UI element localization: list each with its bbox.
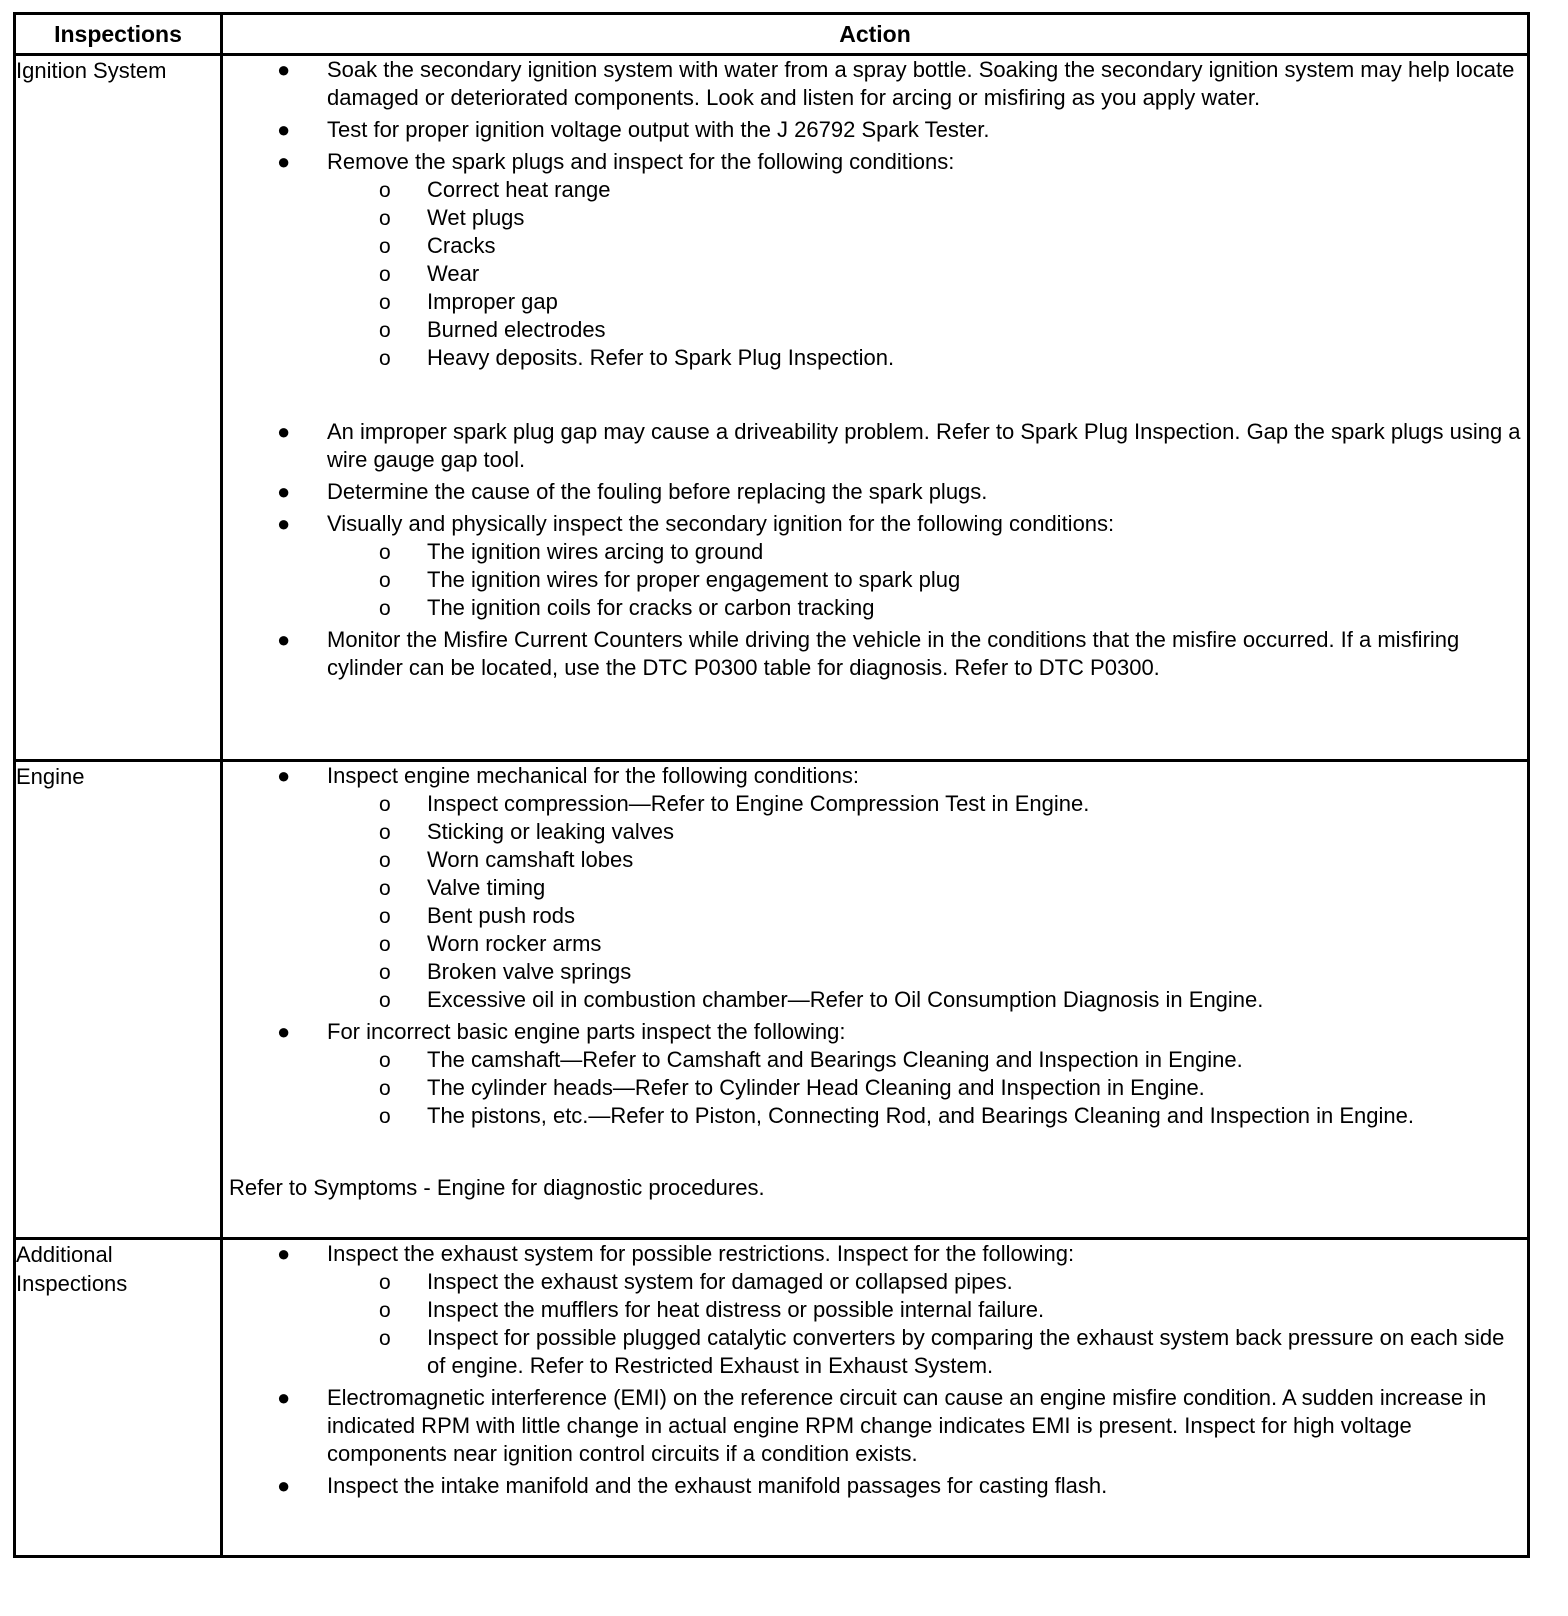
table-row <box>15 55 1529 761</box>
sub-list-item-text: Worn camshaft lobes <box>427 847 634 872</box>
list-item <box>223 626 1527 682</box>
inspection-label: Engine <box>15 761 222 1239</box>
sub-list <box>327 1268 1527 1380</box>
engine-note: Refer to Symptoms - Engine for diagnostic procedures. <box>229 1175 765 1200</box>
list-item-text: Inspect engine mechanical for the following conditions: <box>327 763 859 788</box>
list-item <box>223 148 1527 372</box>
list-item-text: Inspect the intake manifold and the exhaust manifold passages for casting flash. <box>327 1473 1108 1498</box>
sub-list-item <box>327 1102 1527 1130</box>
circle-bullet-icon: o <box>379 347 391 370</box>
circle-bullet-icon: o <box>379 1271 391 1294</box>
sub-list-item <box>327 930 1527 958</box>
list-item-text: Electromagnetic interference (EMI) on the reference circuit can cause an engine misfire condition. A sudden increase in indicated RPM with little change in actual engine RPM change indicates EMI is present. Inspect for high voltage components near ignition control circuits if a condition exists. <box>327 1385 1487 1466</box>
sub-list-item-text: Burned electrodes <box>427 317 606 342</box>
bullet-icon: ● <box>277 57 291 82</box>
bullet-icon: ● <box>277 1385 291 1410</box>
sub-list-item <box>327 1046 1527 1074</box>
circle-bullet-icon: o <box>379 1049 391 1072</box>
circle-bullet-icon: o <box>379 905 391 928</box>
circle-bullet-icon: o <box>379 1105 391 1128</box>
sub-list-item <box>327 790 1527 818</box>
sub-list-item-text: The ignition coils for cracks or carbon tracking <box>427 595 875 620</box>
sub-list-item-text: Broken valve springs <box>427 959 632 984</box>
sub-list-item <box>327 176 1527 204</box>
circle-bullet-icon: o <box>379 849 391 872</box>
list-item <box>223 1240 1527 1380</box>
action-header: Action <box>222 14 1529 55</box>
sub-list-item <box>327 566 1527 594</box>
circle-bullet-icon: o <box>379 319 391 342</box>
sub-list-item <box>327 288 1527 316</box>
sub-list-item-text: Improper gap <box>427 289 558 314</box>
sub-list-item <box>327 1074 1527 1102</box>
spacer <box>223 376 1527 418</box>
list-item-text: Test for proper ignition voltage output with the J 26792 Spark Tester. <box>327 117 990 142</box>
bullet-icon: ● <box>277 149 291 174</box>
list-item-text: Soak the secondary ignition system with water from a spray bottle. Soaking the secondary ignition system may help locate damaged or deteriorated components. Look and listen for arcing or misfiring as you apply water. <box>327 57 1515 110</box>
sub-list-item <box>327 902 1527 930</box>
sub-list-item <box>327 316 1527 344</box>
list-item-text: An improper spark plug gap may cause a driveability problem. Refer to Spark Plug Inspection. Gap the spark plugs using a wire gauge gap tool. <box>327 419 1521 472</box>
sub-list-item-text: Wear <box>427 261 480 286</box>
sub-list-item <box>327 538 1527 566</box>
inspection-table <box>13 12 1530 1558</box>
list-item-text: For incorrect basic engine parts inspect the following: <box>327 1019 846 1044</box>
list-item-text: Inspect the exhaust system for possible restrictions. Inspect for the following: <box>327 1241 1075 1266</box>
bullet-icon: ● <box>277 1241 291 1266</box>
circle-bullet-icon: o <box>379 541 391 564</box>
sub-list-item <box>327 986 1527 1014</box>
action-cell <box>222 55 1529 761</box>
circle-bullet-icon: o <box>379 1077 391 1100</box>
sub-list-item-text: Worn rocker arms <box>427 931 602 956</box>
circle-bullet-icon: o <box>379 291 391 314</box>
sub-list-item-text: The ignition wires for proper engagement to spark plug <box>427 567 961 592</box>
sub-list-item-text: Inspect the exhaust system for damaged or collapsed pipes. <box>427 1269 1013 1294</box>
list-item-text: Remove the spark plugs and inspect for the following conditions: <box>327 149 955 174</box>
sub-list-item <box>327 344 1527 372</box>
circle-bullet-icon: o <box>379 1327 391 1350</box>
sub-list <box>327 1046 1527 1130</box>
sub-list-item <box>327 874 1527 902</box>
circle-bullet-icon: o <box>379 569 391 592</box>
bullet-icon: ● <box>277 763 291 788</box>
list-item <box>223 478 1527 506</box>
bullet-icon: ● <box>277 117 291 142</box>
sub-list-item-text: Valve timing <box>427 875 546 900</box>
sub-list-item <box>327 260 1527 288</box>
circle-bullet-icon: o <box>379 821 391 844</box>
sub-list <box>327 790 1527 1014</box>
bullet-icon: ● <box>277 1019 291 1044</box>
sub-list-item <box>327 846 1527 874</box>
list-item-text: Determine the cause of the fouling before replacing the spark plugs. <box>327 479 988 504</box>
bullet-icon: ● <box>277 479 291 504</box>
action-list <box>223 1240 1527 1500</box>
circle-bullet-icon: o <box>379 933 391 956</box>
sub-list-item-text: Inspect the mufflers for heat distress or possible internal failure. <box>427 1297 1045 1322</box>
sub-list-item <box>327 818 1527 846</box>
sub-list-item-text: Sticking or leaking valves <box>427 819 675 844</box>
circle-bullet-icon: o <box>379 179 391 202</box>
sub-list-item <box>327 1296 1527 1324</box>
table-row <box>15 1239 1529 1557</box>
bullet-icon: ● <box>277 1473 291 1498</box>
action-cell <box>222 1239 1529 1557</box>
sub-list-item-text: The pistons, etc.—Refer to Piston, Connecting Rod, and Bearings Cleaning and Inspection in Engine. <box>427 1103 1414 1128</box>
inspection-label: Additional Inspections <box>15 1239 222 1557</box>
action-cell <box>222 761 1529 1239</box>
table-row <box>15 761 1529 1239</box>
sub-list <box>327 538 1527 622</box>
sub-list-item-text: Inspect for possible plugged catalytic converters by comparing the exhaust system back pressure on each side of engine. Refer to Restricted Exhaust in Exhaust System. <box>427 1325 1505 1378</box>
sub-list-item <box>327 1324 1527 1380</box>
circle-bullet-icon: o <box>379 1299 391 1322</box>
inspection-label: Ignition System <box>15 55 222 761</box>
list-item <box>223 56 1527 112</box>
sub-list-item-text: Wet plugs <box>427 205 525 230</box>
bullet-icon: ● <box>277 511 291 536</box>
sub-list-item-text: Bent push rods <box>427 903 575 928</box>
action-list <box>223 56 1527 372</box>
sub-list-item <box>327 1268 1527 1296</box>
sub-list-item <box>327 958 1527 986</box>
circle-bullet-icon: o <box>379 207 391 230</box>
circle-bullet-icon: o <box>379 597 391 620</box>
table-header-row <box>15 14 1529 55</box>
circle-bullet-icon: o <box>379 793 391 816</box>
list-item <box>223 1018 1527 1130</box>
action-list <box>223 418 1527 682</box>
sub-list-item-text: The ignition wires arcing to ground <box>427 539 764 564</box>
sub-list-item <box>327 204 1527 232</box>
list-item <box>223 1472 1527 1500</box>
sub-list-item-text: Cracks <box>427 233 496 258</box>
circle-bullet-icon: o <box>379 235 391 258</box>
list-item <box>223 762 1527 1014</box>
list-item-text: Monitor the Misfire Current Counters while driving the vehicle in the conditions that the misfire occurred. If a misfiring cylinder can be located, use the DTC P0300 table for diagnosis. Refer to DTC P0300. <box>327 627 1460 680</box>
list-item-text: Visually and physically inspect the secondary ignition for the following conditions: <box>327 511 1115 536</box>
sub-list-item-text: Excessive oil in combustion chamber—Refer to Oil Consumption Diagnosis in Engine. <box>427 987 1264 1012</box>
circle-bullet-icon: o <box>379 989 391 1012</box>
sub-list-item-text: Correct heat range <box>427 177 611 202</box>
list-item <box>223 510 1527 622</box>
sub-list <box>327 176 1527 372</box>
list-item <box>223 116 1527 144</box>
circle-bullet-icon: o <box>379 961 391 984</box>
sub-list-item-text: The cylinder heads—Refer to Cylinder Head Cleaning and Inspection in Engine. <box>427 1075 1205 1100</box>
action-list <box>223 762 1527 1130</box>
bullet-icon: ● <box>277 419 291 444</box>
circle-bullet-icon: o <box>379 877 391 900</box>
list-item <box>223 1384 1527 1468</box>
circle-bullet-icon: o <box>379 263 391 286</box>
sub-list-item-text: The camshaft—Refer to Camshaft and Bearings Cleaning and Inspection in Engine. <box>427 1047 1243 1072</box>
inspections-header: Inspections <box>15 14 222 55</box>
sub-list-item <box>327 594 1527 622</box>
sub-list-item-text: Heavy deposits. Refer to Spark Plug Inspection. <box>427 345 895 370</box>
sub-list-item <box>327 232 1527 260</box>
list-item <box>223 418 1527 474</box>
sub-list-item-text: Inspect compression—Refer to Engine Compression Test in Engine. <box>427 791 1090 816</box>
bullet-icon: ● <box>277 627 291 652</box>
